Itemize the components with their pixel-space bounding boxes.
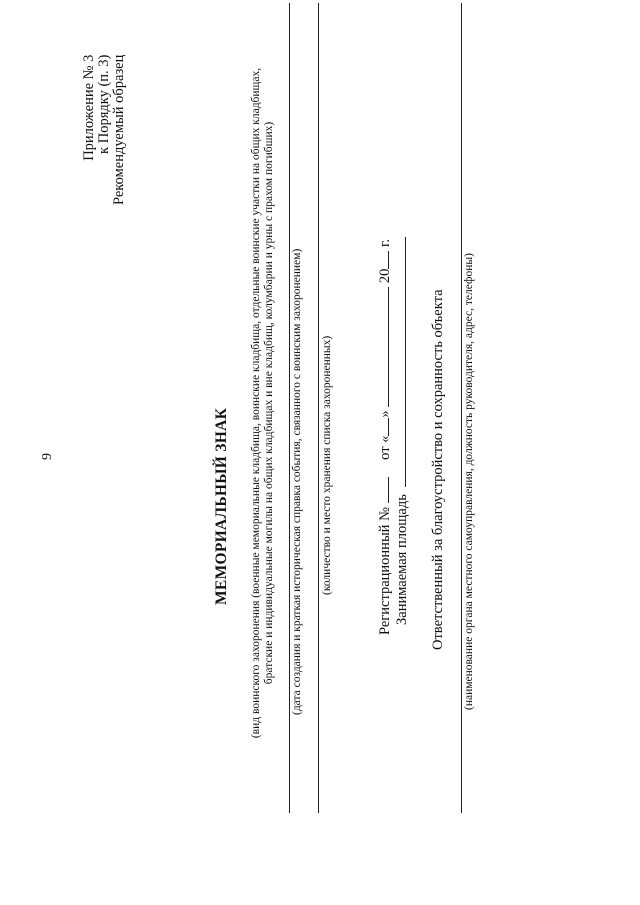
- appendix-header: [82, 55, 127, 205]
- appendix-number: Приложение № 3: [81, 54, 97, 161]
- burial-type-caption-line-2: братские и индивидуальные могилы на общих кладбищах и вне кладбищ, колумбарии и урны с прахом погибших): [262, 121, 275, 685]
- appendix-sample-note: Рекомендуемый образец: [111, 54, 127, 205]
- organization-fill-line[interactable]: [461, 3, 462, 813]
- burial-type-caption-line-1: (вид воинского захоронения (военные мемориальные кладбища, воинские кладбища, отдельные воинские участки на общих кладбищах,: [250, 67, 262, 739]
- document-title: МЕМОРИАЛЬНЫЙ ЗНАК: [213, 407, 230, 605]
- count-caption: (количество и место хранения списка захороненных): [321, 335, 333, 595]
- history-caption: (дата создания и краткая историческая справка события, связанного с воинским захоронением): [291, 248, 303, 715]
- area-row: [393, 237, 411, 625]
- registration-number-field[interactable]: [376, 477, 389, 503]
- responsible-row: [430, 289, 447, 650]
- burial-type-caption: [250, 0, 275, 813]
- page-number: 9: [40, 453, 55, 460]
- registration-from: от «: [377, 435, 393, 460]
- area-label: Занимаемая площадь: [394, 494, 410, 625]
- responsible-label: Ответственный за благоустройство и сохранность объекта: [430, 289, 446, 650]
- registration-year-field[interactable]: [376, 251, 389, 269]
- registration-year-prefix: 20: [377, 268, 393, 284]
- organization-caption: (наименование органа местного самоуправления, должность руководителя, адрес, телефоны): [463, 253, 475, 710]
- registration-month-field[interactable]: [376, 287, 389, 407]
- registration-label: Регистрационный №: [377, 507, 393, 635]
- appendix-reference: к Порядку (п. 3): [96, 54, 112, 154]
- history-fill-line[interactable]: [289, 3, 290, 813]
- registration-day-field[interactable]: [376, 418, 389, 436]
- count-fill-line[interactable]: [318, 3, 319, 813]
- registration-row: [376, 239, 394, 635]
- registration-close-quote: »: [377, 410, 393, 418]
- area-field[interactable]: [393, 237, 406, 487]
- registration-year-suffix: г.: [377, 239, 393, 247]
